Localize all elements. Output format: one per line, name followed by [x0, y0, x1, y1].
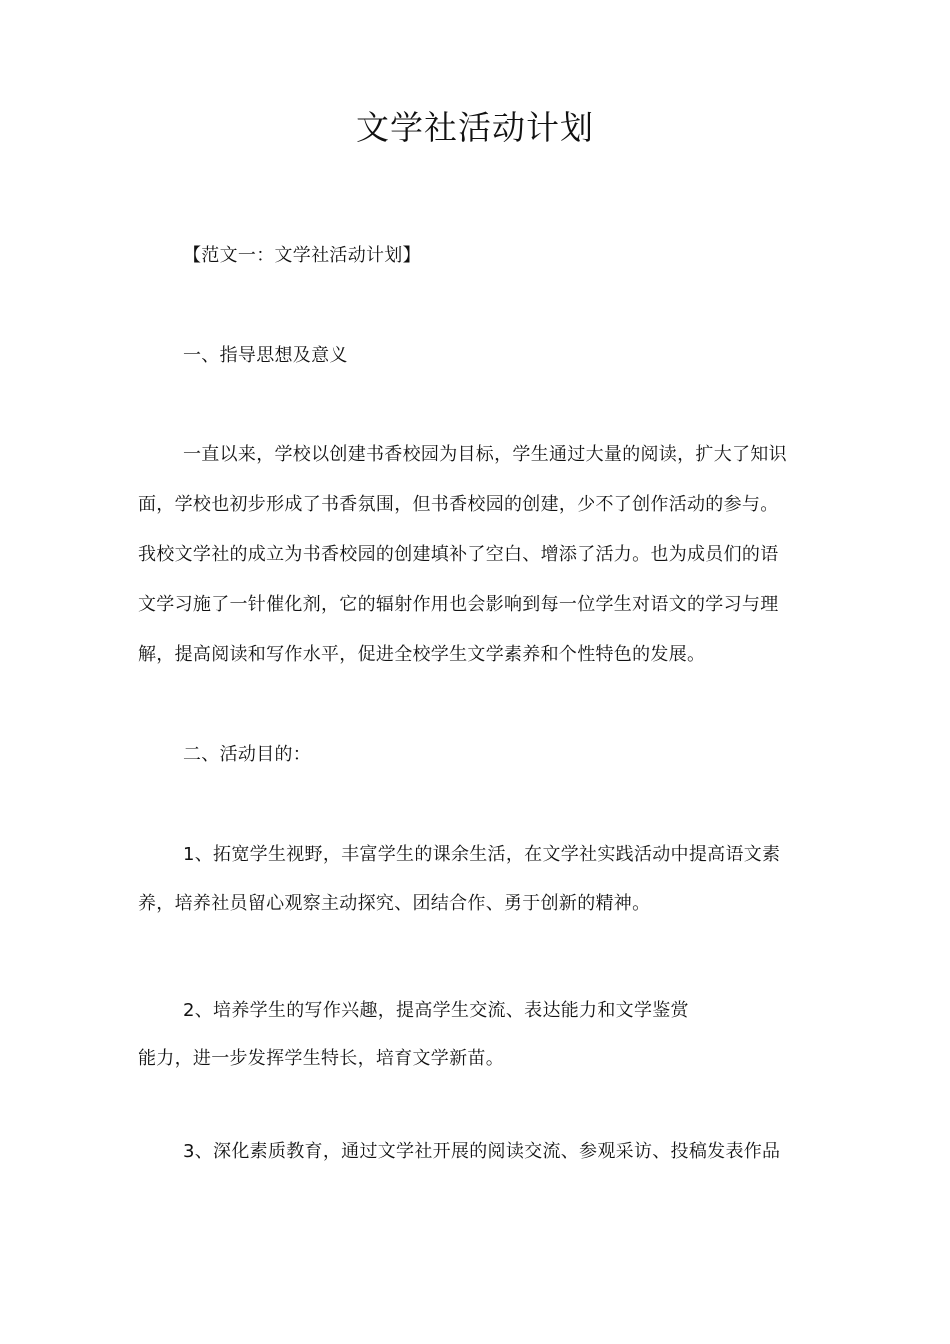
subtitle: 【范文一：文学社活动计划】 — [183, 245, 421, 266]
list-item-line: 2、培养学生的写作兴趣，提高学生交流、表达能力和文学鉴赏 — [183, 1000, 689, 1021]
document-title: 文学社活动计划 — [356, 108, 594, 147]
paragraph-line: 文学习施了一针催化剂，它的辐射作用也会影响到每一位学生对语文的学习与理 — [138, 594, 779, 615]
paragraph-line: 我校文学社的成立为书香校园的创建填补了空白、增添了活力。也为成员们的语 — [138, 544, 779, 565]
list-item-line: 3、深化素质教育，通过文学社开展的阅读交流、参观采访、投稿发表作品 — [183, 1141, 781, 1162]
section1-heading: 一、指导思想及意义 — [183, 345, 348, 366]
paragraph-line: 一直以来，学校以创建书香校园为目标，学生通过大量的阅读，扩大了知识 — [183, 444, 787, 465]
list-item-line: 养，培养社员留心观察主动探究、团结合作、勇于创新的精神。 — [138, 893, 651, 914]
paragraph-line: 面，学校也初步形成了书香氛围，但书香校园的创建，少不了创作活动的参与。 — [138, 494, 779, 515]
list-item-line: 1、拓宽学生视野，丰富学生的课余生活，在文学社实践活动中提高语文素 — [183, 844, 781, 865]
paragraph-line: 解，提高阅读和写作水平，促进全校学生文学素养和个性特色的发展。 — [138, 644, 706, 665]
list-item-line: 能力，进一步发挥学生特长，培育文学新苗。 — [138, 1048, 504, 1069]
section2-heading: 二、活动目的： — [183, 744, 312, 765]
